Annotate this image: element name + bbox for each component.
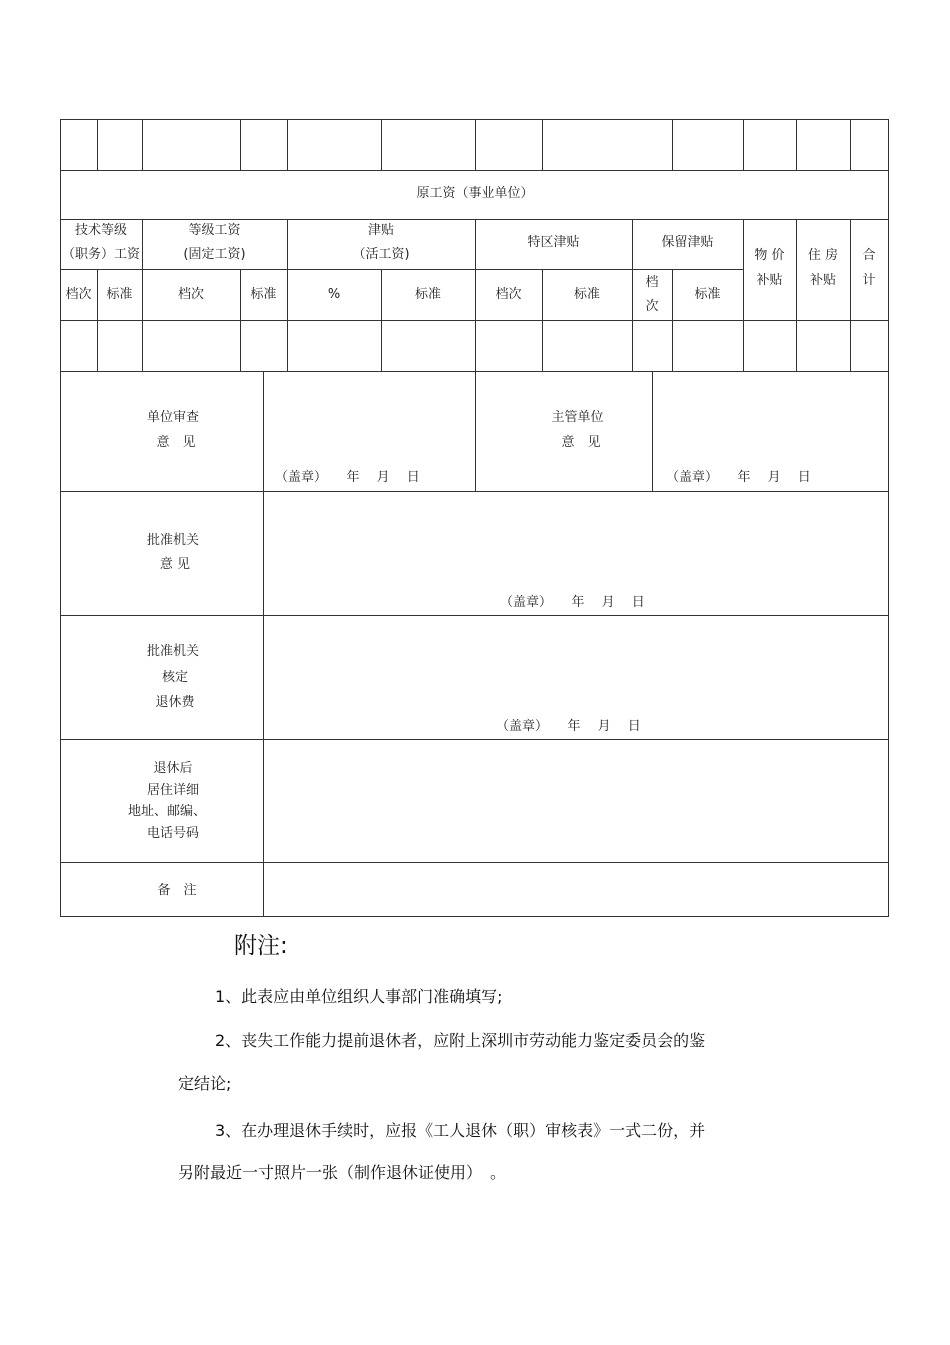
wage-section-title: 原工资（事业单位） [416, 186, 534, 201]
price-subsidy-header-1: 物 价 [754, 248, 785, 263]
housing-subsidy-header-1: 住 房 [807, 248, 839, 263]
approval-opinion-label-2: 意 见 [159, 557, 191, 572]
allowance-header-1: 津贴 [367, 223, 394, 238]
note-line-5: 另附最近一寸照片一张（制作退休证使用） 。 [178, 1163, 507, 1182]
grade-wage-header-1: 等级工资 [188, 223, 241, 238]
approval-pension-label-2: 核定 [161, 670, 188, 685]
approval-pension-label-1: 批准机关 [146, 644, 199, 659]
note-line-2: 2、丧失工作能力提前退休者，应附上深圳市劳动能力鉴定委员会的鉴 [215, 1031, 706, 1050]
residence-label-1: 退休后 [153, 761, 193, 776]
residence-label-4: 电话号码 [146, 826, 199, 841]
notes-title: 附注: [234, 933, 288, 959]
housing-subsidy-header-2: 补贴 [809, 273, 836, 288]
supervisor-unit-label-2: 意 见 [561, 435, 601, 450]
total-header-2: 计 [862, 273, 876, 288]
grade-level-subheader: 档次 [177, 287, 204, 302]
retained-standard-subheader: 标准 [694, 287, 721, 302]
remarks-label: 备 注 [157, 883, 197, 898]
tech-grade-wage-header-1: 技术等级 [74, 223, 127, 238]
unit-review-label-2: 意 见 [156, 435, 196, 450]
unit-review-label-1: 单位审查 [146, 410, 199, 425]
retained-allowance-header: 保留津贴 [661, 235, 714, 250]
grade-wage-header-2: (固定工资) [183, 247, 246, 262]
note-line-4: 3、在办理退休手续时，应报《工人退休（职）审核表》一式二份，并 [215, 1121, 706, 1140]
unit-review-seal-line: （盖章） 年 月 日 [275, 470, 420, 485]
price-subsidy-header-2: 补贴 [756, 273, 783, 288]
residence-label-2: 居住详细 [146, 783, 199, 798]
total-header-1: 合 [862, 248, 876, 263]
sez-allowance-header: 特区津贴 [527, 235, 580, 250]
approval-pension-label-3: 退休费 [155, 695, 195, 710]
tech-standard-subheader: 标准 [106, 287, 133, 302]
retained-level-subheader-2: 次 [645, 299, 659, 314]
allowance-percent-subheader: % [327, 287, 341, 302]
approval-pension-seal-line: （盖章） 年 月 日 [496, 719, 641, 734]
tech-level-subheader: 档次 [65, 287, 92, 302]
grade-standard-subheader: 标准 [250, 287, 277, 302]
approval-opinion-label-1: 批准机关 [146, 533, 199, 548]
retained-level-subheader-1: 档 [645, 275, 659, 290]
residence-label-3: 地址、邮编、 [127, 804, 206, 819]
tech-grade-wage-header-2: （职务）工资 [61, 247, 140, 262]
allowance-header-2: （活工资) [352, 247, 410, 262]
sez-standard-subheader: 标准 [573, 287, 600, 302]
sez-level-subheader: 档次 [495, 287, 522, 302]
allowance-standard-subheader: 标准 [414, 287, 441, 302]
approval-opinion-seal-line: （盖章） 年 月 日 [500, 595, 645, 610]
supervisor-unit-label-1: 主管单位 [551, 410, 604, 425]
supervisor-unit-seal-line: （盖章） 年 月 日 [666, 470, 811, 485]
note-line-1: 1、此表应由单位组织人事部门准确填写; [215, 987, 503, 1006]
note-line-3: 定结论; [178, 1074, 232, 1093]
